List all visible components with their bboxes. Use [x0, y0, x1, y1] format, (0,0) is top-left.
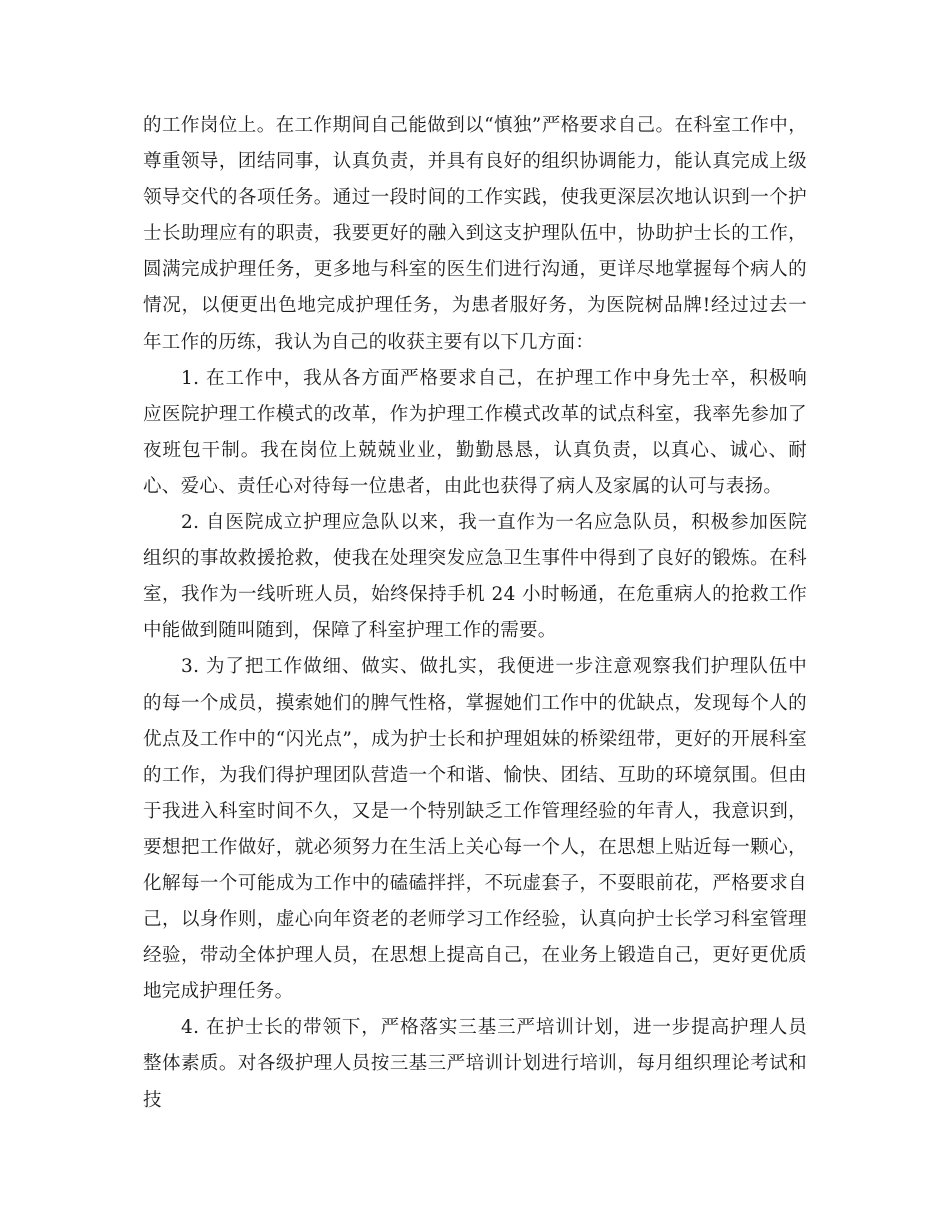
paragraph-item-2: 2. 自医院成立护理应急队以来，我一直作为一名应急队员，积极参加医院组织的事故救援抢救，使我在处理突发应急卫生事件中得到了良好的锻炼。在科室，我作为一线听班人员，始终保持手机 24 小时畅通，在危重病人的抢救工作中能做到随叫随到，保障了科室护理工作的需要。 [143, 512, 807, 642]
document-body [143, 108, 807, 1119]
paragraph-item-3: 3. 为了把工作做细、做实、做扎实，我便进一步注意观察我们护理队伍中的每一个成员，摸索她们的脾气性格，掌握她们工作中的优缺点，发现每个人的优点及工作中的“闪光点”，成为护士长和护理姐妹的桥梁纽带，更好的开展科室的工作，为我们得护理团队营造一个和谐、愉快、团结、互助的环境氛围。但由于我进入科室时间不久，又是一个特别缺乏工作管理经验的年青人，我意识到，要想把工作做好，就必须努力在生活上关心每一个人，在思想上贴近每一颗心，化解每一个可能成为工作中的磕磕拌拌，不玩虚套子，不耍眼前花，严格要求自己，以身作则，虚心向年资老的老师学习工作经验，认真向护士长学习科室管理经验，带动全体护理人员，在思想上提高自己，在业务上锻造自己，更好更优质地完成护理任务。 [143, 656, 807, 1003]
paragraph-intro: 的工作岗位上。在工作期间自己能做到以“慎独”严格要求自己。在科室工作中，尊重领导，团结同事，认真负责，并具有良好的组织协调能力，能认真完成上级领导交代的各项任务。通过一段时间的工作实践，使我更深层次地认识到一个护士长助理应有的职责，我要更好的融入到这支护理队伍中，协助护士长的工作，圆满完成护理任务，更多地与科室的医生们进行沟通，更详尽地掌握每个病人的情况，以便更出色地完成护理任务，为患者服好务，为医院树品牌!经过过去一年工作的历练，我认为自己的收获主要有以下几方面： [143, 115, 807, 353]
paragraph-item-1: 1. 在工作中，我从各方面严格要求自己，在护理工作中身先士卒，积极响应医院护理工作模式的改革，作为护理工作模式改革的试点科室，我率先参加了夜班包干制。我在岗位上兢兢业业，勤勤恳恳，认真负责，以真心、诚心、耐心、爱心、责任心对待每一位患者，由此也获得了病人及家属的认可与表扬。 [143, 367, 807, 497]
paragraph-item-4: 4. 在护士长的带领下，严格落实三基三严培训计划，进一步提高护理人员整体素质。对各级护理人员按三基三严培训计划进行培训，每月组织理论考试和技 [143, 1017, 807, 1111]
